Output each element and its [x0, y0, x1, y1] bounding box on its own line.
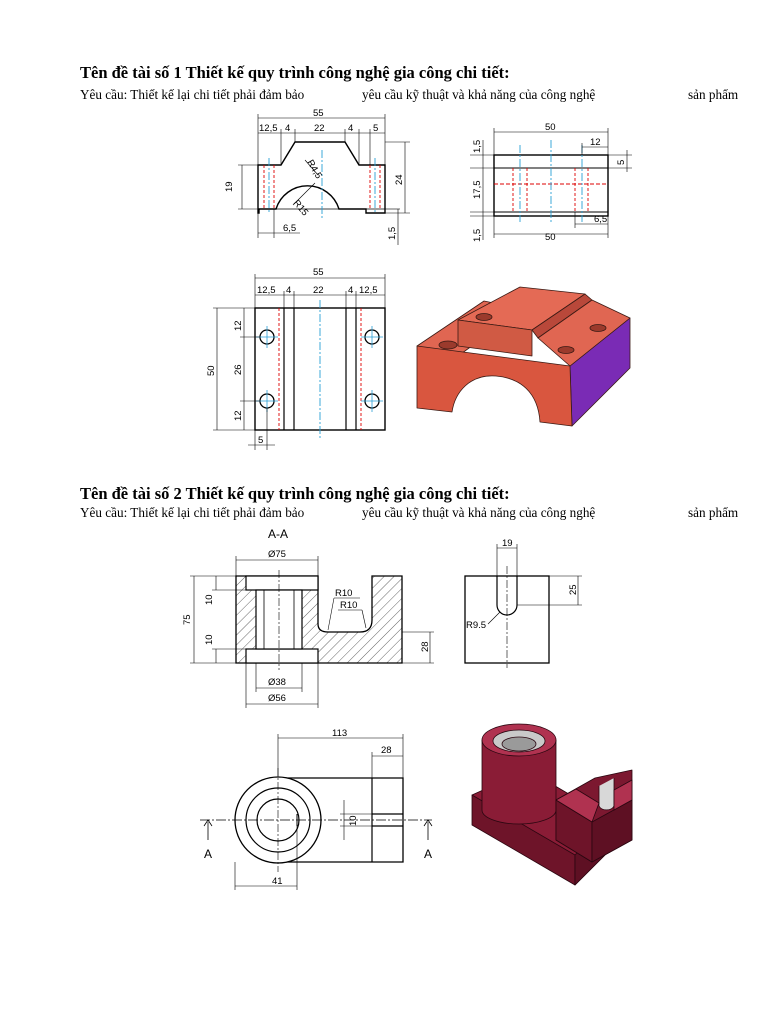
t2-top-view: [200, 728, 432, 890]
t2-sec-dim-10a: 10: [204, 594, 215, 605]
t1-top-dim-12-5b: 12,5: [359, 285, 378, 296]
t2-section-label: A-A: [268, 527, 289, 541]
t2-side-dim-r9-5: R9.5: [466, 620, 487, 631]
t1-front-view: [224, 108, 410, 245]
t1-front-dim-22: 22: [314, 123, 325, 134]
t2-sec-dim-75: 75: [182, 614, 193, 625]
t2-3d-model-image: [472, 724, 632, 885]
t2-section-marker-a-right: A: [424, 847, 433, 861]
t1-front-dim-55: 55: [313, 108, 324, 119]
t2-sec-dim-o56: Ø56: [268, 693, 286, 704]
t1-top-dim-26: 26: [233, 364, 244, 375]
t2-side-view: [465, 538, 582, 668]
t2-sec-dim-28: 28: [420, 641, 431, 652]
t2-top-dim-28: 28: [381, 745, 392, 756]
t1-top-dim-4b: 4: [348, 285, 354, 296]
t1-front-dim-12-5: 12,5: [259, 123, 278, 134]
t2-sec-dim-r10a: R10: [335, 588, 353, 599]
t1-front-dim-4b: 4: [348, 123, 354, 134]
t1-front-dim-19: 19: [224, 181, 235, 192]
topic2-requirement-part1: Yêu cầu: Thiết kế lại chi tiết phải đảm bảo: [80, 505, 305, 520]
topic2-requirement-part2: yêu cầu kỹ thuật và khả năng của công nghệ: [362, 505, 596, 520]
t1-front-dim-5: 5: [373, 123, 379, 134]
t1-top-dim-50: 50: [206, 365, 217, 376]
t1-side-dim-17-5: 17,5: [472, 180, 483, 199]
t2-sec-dim-10b: 10: [204, 634, 215, 645]
t1-front-dim-4a: 4: [285, 123, 291, 134]
t2-sec-dim-o75: Ø75: [268, 549, 286, 560]
topic1-title: Tên đề tài số 1 Thiết kế quy trình công nghệ gia công chi tiết:: [80, 63, 510, 82]
t1-top-dim-5: 5: [258, 435, 264, 446]
t1-top-dim-4a: 4: [286, 285, 292, 296]
t1-side-dim-12: 12: [590, 137, 601, 148]
topic2-title: Tên đề tài số 2 Thiết kế quy trình công nghệ gia công chi tiết:: [80, 484, 510, 503]
t2-top-dim-113: 113: [332, 728, 348, 739]
t2-sec-dim-r10b: R10: [340, 600, 358, 611]
t2-section-marker-a-left: A: [204, 847, 213, 861]
t2-top-dim-41: 41: [272, 876, 283, 887]
t1-front-dim-r15: R15: [290, 197, 311, 219]
topic1-requirement-part2: yêu cầu kỹ thuật và khả năng của công nghệ: [362, 87, 596, 102]
t1-side-dim-1-5a: 1,5: [472, 139, 483, 153]
t1-front-dim-1-5: 1,5: [387, 226, 398, 240]
t1-side-dim-50-bottom: 50: [545, 232, 556, 243]
topic2-requirement-part3: sản phẩm: [688, 505, 739, 520]
t1-side-dim-50-top: 50: [545, 122, 556, 133]
t1-front-dim-r4-5: R4,5: [304, 158, 324, 181]
t1-top-dim-22: 22: [313, 285, 324, 296]
t1-front-dim-24: 24: [394, 174, 405, 185]
topic1-requirement-part3: sản phẩm: [688, 87, 739, 102]
t1-3d-model-image: [417, 287, 630, 426]
t1-top-dim-12a: 12: [233, 320, 244, 331]
t1-side-dim-6-5: 6,5: [594, 214, 608, 225]
t1-top-dim-12b: 12: [233, 410, 244, 421]
topic1-requirement-part1: Yêu cầu: Thiết kế lại chi tiết phải đảm bảo: [80, 87, 305, 102]
t2-side-dim-19: 19: [502, 538, 513, 549]
t1-front-dim-6-5: 6,5: [283, 223, 297, 234]
t2-section-view: [182, 527, 434, 708]
t2-sec-dim-o38: Ø38: [268, 677, 286, 688]
t1-side-dim-1-5b: 1,5: [472, 228, 483, 242]
t1-top-dim-55: 55: [313, 267, 324, 278]
t1-top-dim-12-5a: 12,5: [257, 285, 276, 296]
t1-side-view: [470, 122, 632, 243]
t1-side-dim-5: 5: [616, 159, 627, 165]
t2-top-dim-10: 10: [348, 815, 359, 826]
t2-side-dim-25: 25: [568, 584, 579, 595]
t1-top-view: [206, 267, 385, 450]
